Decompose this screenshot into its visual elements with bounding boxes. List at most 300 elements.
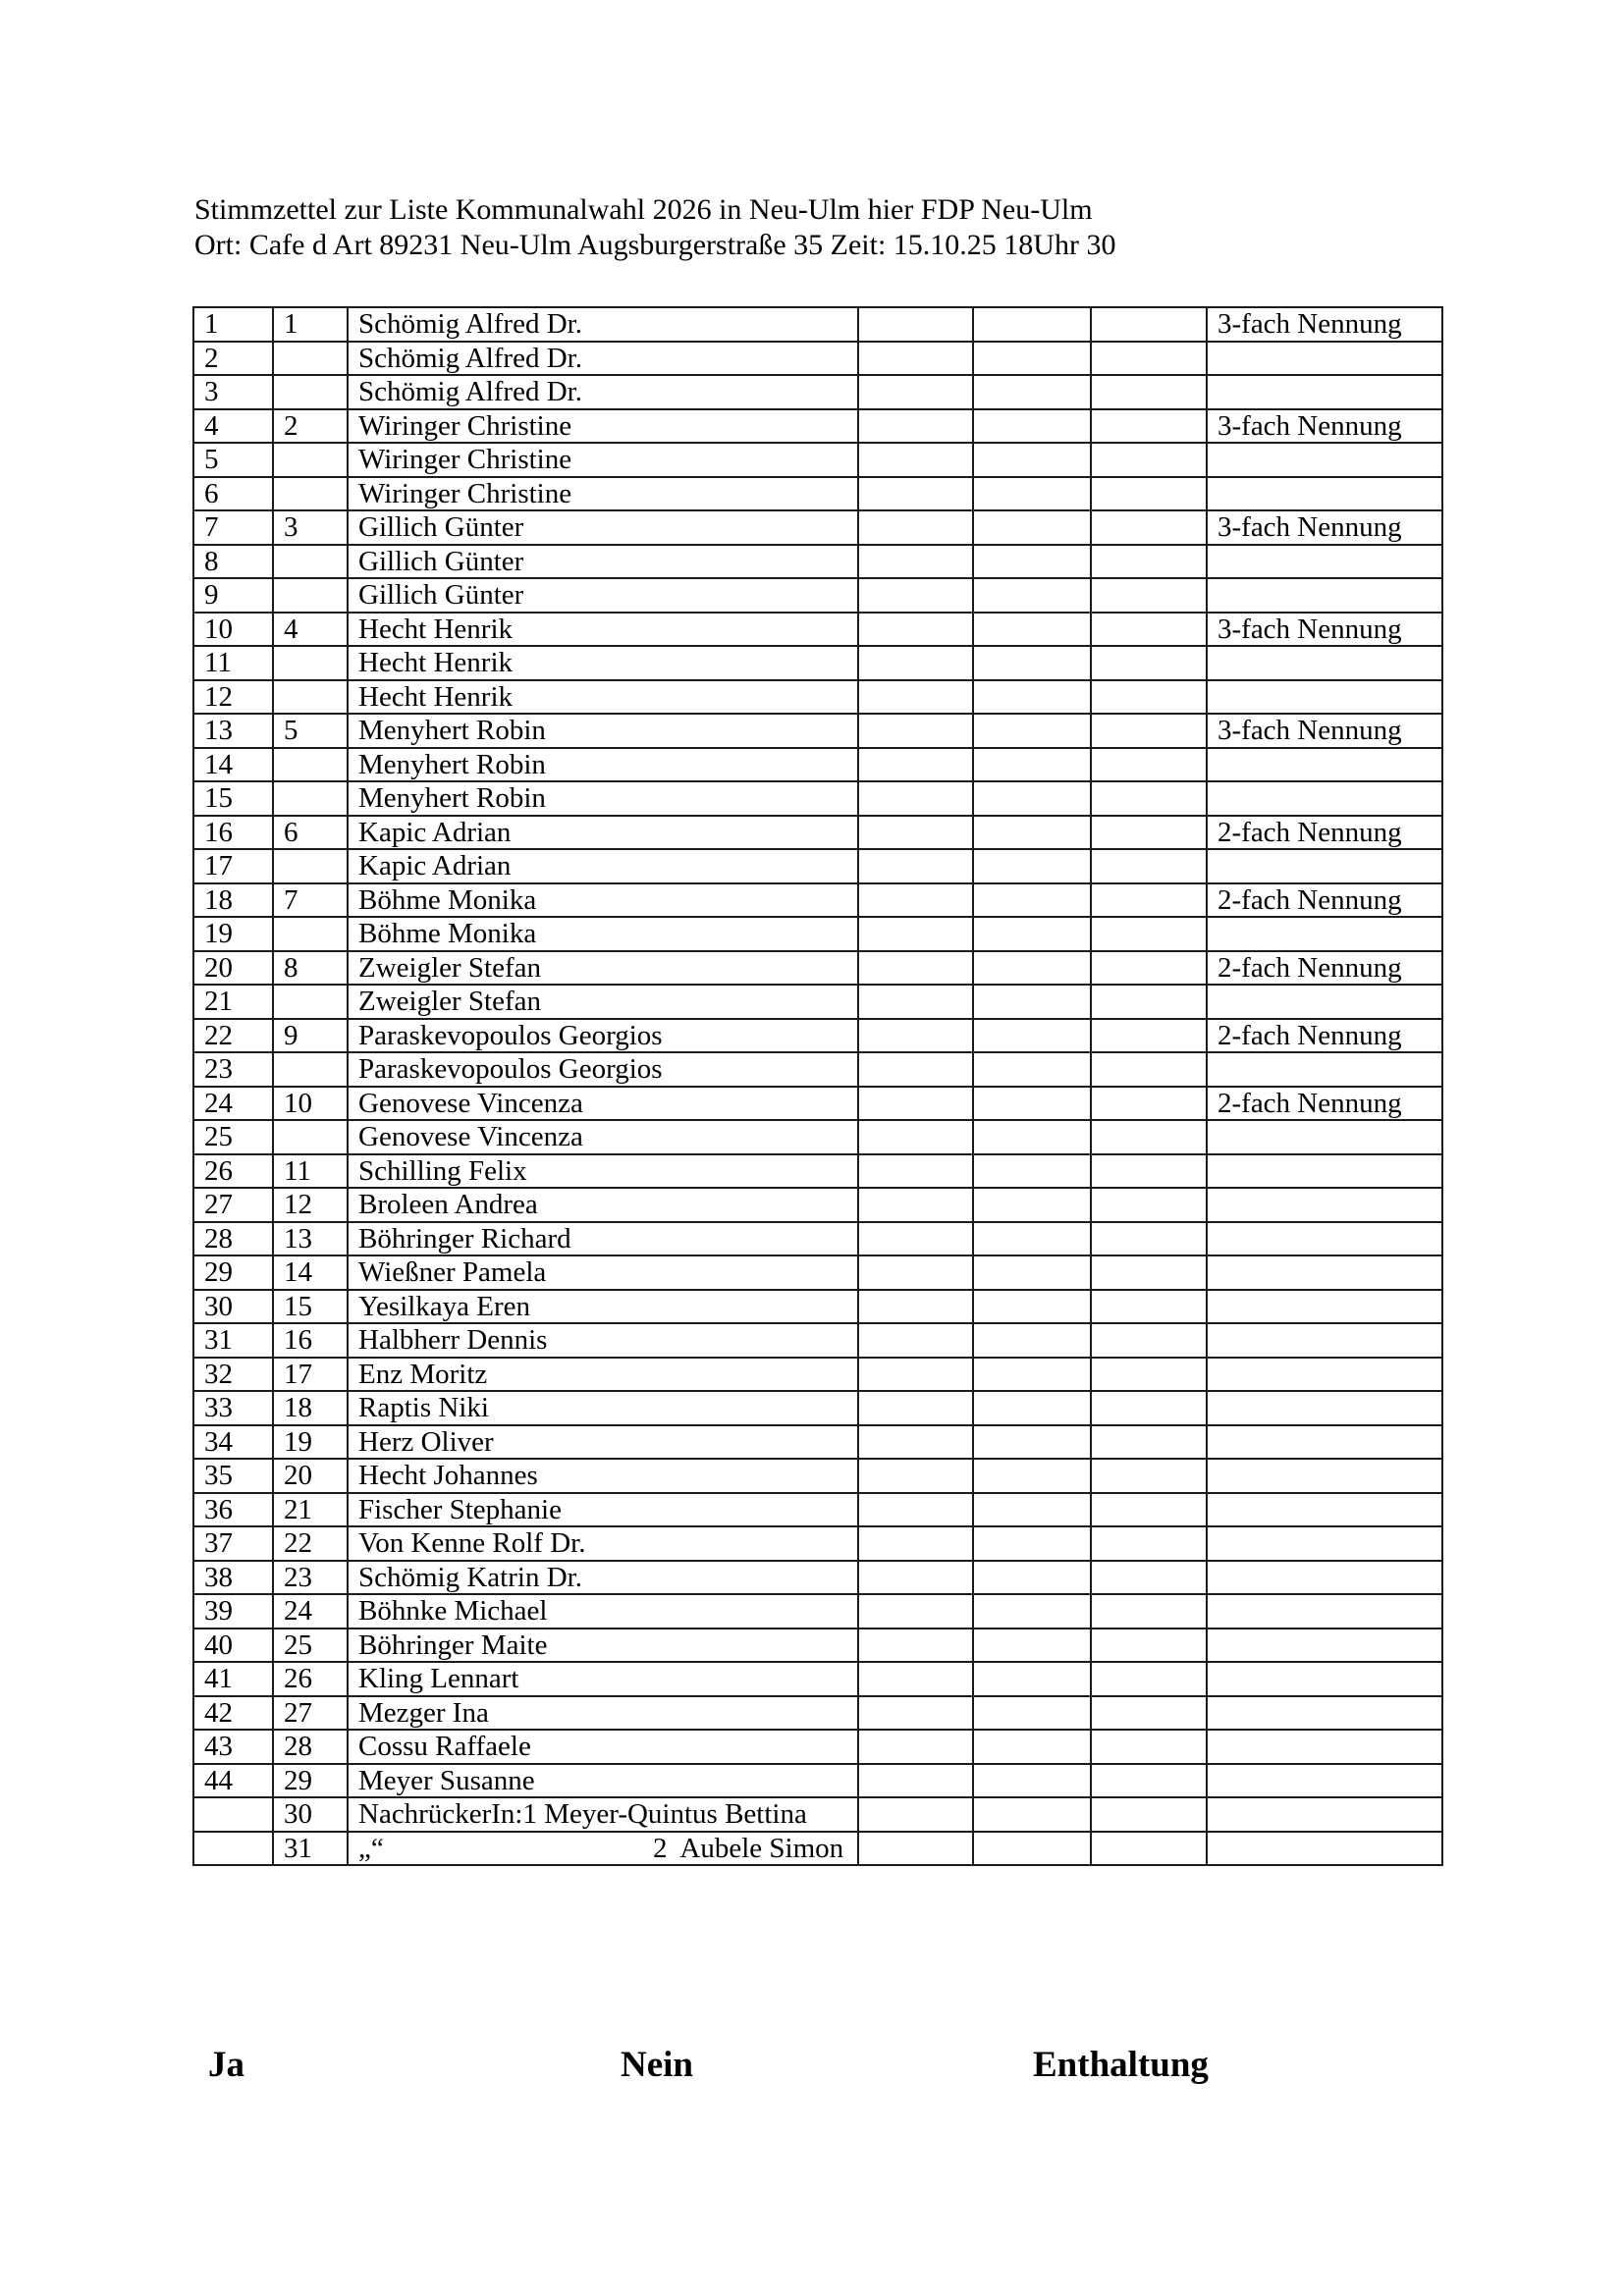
table-row — [193, 985, 1442, 1019]
list-position-cell — [273, 680, 348, 715]
vote-cell[interactable] — [858, 1087, 973, 1121]
list-position-cell: 26 — [273, 1662, 348, 1696]
row-number-cell: 22 — [193, 1019, 273, 1053]
vote-cell[interactable] — [1091, 1629, 1207, 1663]
candidate-name-cell: Gillich Günter — [348, 545, 858, 579]
row-number-cell: 11 — [193, 646, 273, 680]
vote-cell[interactable] — [858, 1561, 973, 1595]
table-row — [193, 849, 1442, 883]
row-number-cell: 10 — [193, 613, 273, 647]
note-cell — [1207, 1459, 1442, 1493]
note-cell — [1207, 1629, 1442, 1663]
list-position-cell: 10 — [273, 1087, 348, 1121]
table-row — [193, 816, 1442, 850]
vote-cell[interactable] — [1091, 917, 1207, 951]
list-position-cell — [273, 1120, 348, 1154]
row-number-cell: 42 — [193, 1696, 273, 1731]
vote-cell[interactable] — [858, 781, 973, 816]
vote-cell[interactable] — [1091, 375, 1207, 409]
vote-cell[interactable] — [858, 578, 973, 613]
vote-choices — [0, 2044, 1624, 2087]
list-position-cell: 29 — [273, 1764, 348, 1798]
vote-cell[interactable] — [1091, 849, 1207, 883]
row-number-cell: 34 — [193, 1425, 273, 1460]
list-position-cell — [273, 477, 348, 511]
row-number-cell: 15 — [193, 781, 273, 816]
vote-cell[interactable] — [1091, 951, 1207, 986]
table-row — [193, 1052, 1442, 1087]
vote-cell[interactable] — [1091, 1222, 1207, 1256]
vote-cell[interactable] — [1091, 1662, 1207, 1696]
vote-cell[interactable] — [973, 307, 1091, 342]
note-cell: 2-fach Nennung — [1207, 1087, 1442, 1121]
vote-cell[interactable] — [858, 307, 973, 342]
vote-cell[interactable] — [1091, 1797, 1207, 1832]
vote-cell[interactable] — [1091, 1188, 1207, 1222]
list-position-cell: 28 — [273, 1730, 348, 1764]
vote-cell[interactable] — [1091, 1255, 1207, 1290]
vote-cell[interactable] — [973, 1019, 1091, 1053]
vote-cell[interactable] — [973, 1052, 1091, 1087]
table-row — [193, 578, 1442, 613]
vote-cell[interactable] — [858, 680, 973, 715]
vote-cell[interactable] — [858, 1629, 973, 1663]
vote-cell[interactable] — [858, 849, 973, 883]
candidate-name-cell: Böhringer Richard — [348, 1222, 858, 1256]
vote-cell[interactable] — [1091, 781, 1207, 816]
candidate-name-cell: Von Kenne Rolf Dr. — [348, 1526, 858, 1561]
list-position-cell: 15 — [273, 1290, 348, 1324]
vote-cell[interactable] — [1091, 1290, 1207, 1324]
note-cell: 2-fach Nennung — [1207, 883, 1442, 918]
vote-cell[interactable] — [973, 1764, 1091, 1798]
table-row — [193, 1120, 1442, 1154]
vote-cell[interactable] — [973, 578, 1091, 613]
vote-cell[interactable] — [1091, 1425, 1207, 1460]
row-number-cell: 33 — [193, 1391, 273, 1425]
vote-cell[interactable] — [973, 917, 1091, 951]
vote-cell[interactable] — [858, 1120, 973, 1154]
vote-cell[interactable] — [1091, 1493, 1207, 1527]
vote-cell[interactable] — [858, 1154, 973, 1189]
vote-cell[interactable] — [1091, 510, 1207, 545]
candidate-name-cell: Kapic Adrian — [348, 816, 858, 850]
vote-cell[interactable] — [1091, 816, 1207, 850]
vote-cell[interactable] — [858, 1730, 973, 1764]
vote-cell[interactable] — [973, 342, 1091, 376]
list-position-cell — [273, 849, 348, 883]
note-cell — [1207, 342, 1442, 376]
vote-cell[interactable] — [1091, 1526, 1207, 1561]
note-cell: 3-fach Nennung — [1207, 307, 1442, 342]
candidate-name-cell: Schömig Alfred Dr. — [348, 307, 858, 342]
note-cell: 2-fach Nennung — [1207, 1019, 1442, 1053]
vote-cell[interactable] — [858, 1425, 973, 1460]
list-position-cell — [273, 646, 348, 680]
note-cell — [1207, 1730, 1442, 1764]
list-position-cell: 27 — [273, 1696, 348, 1731]
table-row — [193, 781, 1442, 816]
vote-cell[interactable] — [973, 781, 1091, 816]
list-position-cell — [273, 781, 348, 816]
candidate-name-cell: Hecht Henrik — [348, 680, 858, 715]
vote-cell[interactable] — [858, 443, 973, 477]
vote-cell[interactable] — [1091, 1391, 1207, 1425]
list-position-cell: 5 — [273, 714, 348, 748]
table-row — [193, 883, 1442, 918]
table-row — [193, 1358, 1442, 1392]
list-position-cell: 31 — [273, 1832, 348, 1866]
vote-cell[interactable] — [973, 1526, 1091, 1561]
vote-cell[interactable] — [973, 646, 1091, 680]
choice-yes[interactable]: Ja — [208, 2045, 244, 2085]
note-cell — [1207, 1561, 1442, 1595]
vote-cell[interactable] — [1091, 1358, 1207, 1392]
candidate-name-cell: Hecht Henrik — [348, 646, 858, 680]
candidate-name-cell: Hecht Johannes — [348, 1459, 858, 1493]
note-cell — [1207, 1222, 1442, 1256]
candidate-name-cell: Schilling Felix — [348, 1154, 858, 1189]
vote-cell[interactable] — [973, 1459, 1091, 1493]
vote-cell[interactable] — [973, 883, 1091, 918]
vote-cell[interactable] — [973, 1120, 1091, 1154]
vote-cell[interactable] — [858, 1797, 973, 1832]
row-number-cell: 2 — [193, 342, 273, 376]
vote-cell[interactable] — [973, 1087, 1091, 1121]
table-row — [193, 1188, 1442, 1222]
candidate-name-cell: Wiringer Christine — [348, 443, 858, 477]
vote-cell[interactable] — [858, 985, 973, 1019]
vote-cell[interactable] — [858, 1832, 973, 1866]
vote-cell[interactable] — [858, 1493, 973, 1527]
row-number-cell: 9 — [193, 578, 273, 613]
vote-cell[interactable] — [858, 748, 973, 782]
vote-cell[interactable] — [973, 1730, 1091, 1764]
list-position-cell: 18 — [273, 1391, 348, 1425]
vote-cell[interactable] — [973, 443, 1091, 477]
vote-cell[interactable] — [858, 477, 973, 511]
vote-cell[interactable] — [973, 1832, 1091, 1866]
vote-cell[interactable] — [1091, 409, 1207, 444]
candidate-name-cell: Broleen Andrea — [348, 1188, 858, 1222]
list-position-cell: 23 — [273, 1561, 348, 1595]
vote-cell[interactable] — [973, 510, 1091, 545]
vote-cell[interactable] — [973, 1662, 1091, 1696]
vote-cell[interactable] — [1091, 443, 1207, 477]
table-row — [193, 1391, 1442, 1425]
candidate-name-cell: Paraskevopoulos Georgios — [348, 1019, 858, 1053]
vote-cell[interactable] — [973, 409, 1091, 444]
vote-cell[interactable] — [858, 510, 973, 545]
table-row — [193, 1662, 1442, 1696]
table-row — [193, 646, 1442, 680]
vote-cell[interactable] — [1091, 342, 1207, 376]
vote-cell[interactable] — [973, 1154, 1091, 1189]
vote-cell[interactable] — [973, 613, 1091, 647]
note-cell — [1207, 1391, 1442, 1425]
candidate-name-cell: Gillich Günter — [348, 510, 858, 545]
list-position-cell: 1 — [273, 307, 348, 342]
vote-cell[interactable] — [1091, 1561, 1207, 1595]
row-number-cell: 3 — [193, 375, 273, 409]
row-number-cell: 37 — [193, 1526, 273, 1561]
row-number-cell: 43 — [193, 1730, 273, 1764]
vote-cell[interactable] — [973, 849, 1091, 883]
vote-cell[interactable] — [973, 714, 1091, 748]
vote-cell[interactable] — [973, 816, 1091, 850]
list-position-cell — [273, 1052, 348, 1087]
table-row — [193, 1696, 1442, 1731]
candidate-name-cell: Halbherr Dennis — [348, 1323, 858, 1358]
vote-cell[interactable] — [1091, 1154, 1207, 1189]
vote-cell[interactable] — [973, 748, 1091, 782]
vote-cell[interactable] — [1091, 748, 1207, 782]
table-row — [193, 1629, 1442, 1663]
row-number-cell — [193, 1832, 273, 1866]
choice-abstain[interactable]: Enthaltung — [1033, 2045, 1209, 2085]
note-cell — [1207, 1154, 1442, 1189]
vote-cell[interactable] — [858, 917, 973, 951]
list-position-cell: 4 — [273, 613, 348, 647]
list-position-cell: 9 — [273, 1019, 348, 1053]
vote-cell[interactable] — [858, 1255, 973, 1290]
vote-cell[interactable] — [858, 1696, 973, 1731]
vote-cell[interactable] — [973, 1358, 1091, 1392]
vote-cell[interactable] — [973, 1696, 1091, 1731]
vote-cell[interactable] — [858, 1222, 973, 1256]
candidate-name-cell: Schömig Alfred Dr. — [348, 375, 858, 409]
vote-cell[interactable] — [1091, 646, 1207, 680]
list-position-cell: 2 — [273, 409, 348, 444]
table-row — [193, 1730, 1442, 1764]
row-number-cell: 29 — [193, 1255, 273, 1290]
candidate-name-cell: NachrückerIn:1 Meyer-Quintus Bettina — [348, 1797, 858, 1832]
vote-cell[interactable] — [973, 1629, 1091, 1663]
note-cell — [1207, 1797, 1442, 1832]
vote-cell[interactable] — [1091, 680, 1207, 715]
ditto-mark: „“ — [358, 1832, 384, 1864]
candidate-name: 2 Aubele Simon — [653, 1832, 844, 1864]
note-cell — [1207, 781, 1442, 816]
row-number-cell: 21 — [193, 985, 273, 1019]
table-row — [193, 1459, 1442, 1493]
row-number-cell: 25 — [193, 1120, 273, 1154]
list-position-cell — [273, 917, 348, 951]
list-position-cell: 19 — [273, 1425, 348, 1460]
vote-cell[interactable] — [1091, 1052, 1207, 1087]
vote-cell[interactable] — [1091, 1019, 1207, 1053]
vote-cell[interactable] — [858, 409, 973, 444]
list-position-cell: 11 — [273, 1154, 348, 1189]
row-number-cell: 32 — [193, 1358, 273, 1392]
candidate-name-cell: Raptis Niki — [348, 1391, 858, 1425]
vote-cell[interactable] — [858, 646, 973, 680]
vote-cell[interactable] — [973, 1391, 1091, 1425]
note-cell — [1207, 917, 1442, 951]
vote-cell[interactable] — [858, 1391, 973, 1425]
candidate-name-cell: Meyer Susanne — [348, 1764, 858, 1798]
vote-cell[interactable] — [973, 1323, 1091, 1358]
note-cell — [1207, 1120, 1442, 1154]
vote-cell[interactable] — [973, 1255, 1091, 1290]
vote-cell[interactable] — [858, 883, 973, 918]
candidate-name-cell: Fischer Stephanie — [348, 1493, 858, 1527]
table-row — [193, 375, 1442, 409]
list-position-cell: 30 — [273, 1797, 348, 1832]
table-row — [193, 1797, 1442, 1832]
note-cell: 2-fach Nennung — [1207, 816, 1442, 850]
vote-cell[interactable] — [973, 477, 1091, 511]
candidate-name-cell — [348, 1832, 858, 1866]
vote-cell[interactable] — [1091, 1459, 1207, 1493]
candidate-name-cell: Hecht Henrik — [348, 613, 858, 647]
vote-cell[interactable] — [858, 342, 973, 376]
note-cell — [1207, 1662, 1442, 1696]
note-cell: 3-fach Nennung — [1207, 613, 1442, 647]
note-cell — [1207, 1493, 1442, 1527]
row-number-cell: 23 — [193, 1052, 273, 1087]
vote-cell[interactable] — [1091, 1832, 1207, 1866]
list-position-cell: 6 — [273, 816, 348, 850]
vote-cell[interactable] — [973, 1797, 1091, 1832]
ballot-title: Stimmzettel zur Liste Kommunalwahl 2026 in Neu-Ulm hier FDP Neu-Ulm — [194, 193, 1093, 226]
table-row — [193, 307, 1442, 342]
note-cell — [1207, 1290, 1442, 1324]
row-number-cell: 28 — [193, 1222, 273, 1256]
vote-cell[interactable] — [858, 1662, 973, 1696]
row-number-cell: 24 — [193, 1087, 273, 1121]
vote-cell[interactable] — [1091, 578, 1207, 613]
vote-cell[interactable] — [1091, 1087, 1207, 1121]
note-cell — [1207, 1052, 1442, 1087]
vote-cell[interactable] — [858, 816, 973, 850]
vote-cell[interactable] — [1091, 1764, 1207, 1798]
table-row — [193, 1154, 1442, 1189]
vote-cell[interactable] — [858, 1188, 973, 1222]
vote-cell[interactable] — [973, 1222, 1091, 1256]
table-row — [193, 1323, 1442, 1358]
vote-cell[interactable] — [1091, 545, 1207, 579]
vote-cell[interactable] — [1091, 883, 1207, 918]
row-number-cell: 19 — [193, 917, 273, 951]
vote-cell[interactable] — [858, 1052, 973, 1087]
list-position-cell: 25 — [273, 1629, 348, 1663]
vote-cell[interactable] — [858, 1323, 973, 1358]
vote-cell[interactable] — [1091, 477, 1207, 511]
choice-no[interactable]: Nein — [621, 2045, 693, 2085]
note-cell — [1207, 443, 1442, 477]
candidate-name-cell: Menyhert Robin — [348, 781, 858, 816]
list-position-cell: 24 — [273, 1594, 348, 1629]
vote-cell[interactable] — [973, 985, 1091, 1019]
vote-cell[interactable] — [1091, 1730, 1207, 1764]
vote-cell[interactable] — [858, 1526, 973, 1561]
table-row — [193, 1561, 1442, 1595]
vote-cell[interactable] — [858, 714, 973, 748]
vote-cell[interactable] — [973, 1594, 1091, 1629]
row-number-cell: 44 — [193, 1764, 273, 1798]
vote-cell[interactable] — [858, 1358, 973, 1392]
list-position-cell: 13 — [273, 1222, 348, 1256]
candidate-name-cell: Gillich Günter — [348, 578, 858, 613]
table-row — [193, 477, 1442, 511]
list-position-cell: 3 — [273, 510, 348, 545]
candidate-name-cell: Wießner Pamela — [348, 1255, 858, 1290]
row-number-cell: 4 — [193, 409, 273, 444]
row-number-cell: 6 — [193, 477, 273, 511]
vote-cell[interactable] — [973, 1561, 1091, 1595]
vote-cell[interactable] — [858, 375, 973, 409]
table-row — [193, 409, 1442, 444]
vote-cell[interactable] — [858, 613, 973, 647]
note-cell — [1207, 1358, 1442, 1392]
vote-cell[interactable] — [1091, 1696, 1207, 1731]
row-number-cell: 38 — [193, 1561, 273, 1595]
vote-cell[interactable] — [858, 545, 973, 579]
vote-cell[interactable] — [858, 1290, 973, 1324]
note-cell — [1207, 477, 1442, 511]
vote-cell[interactable] — [1091, 1120, 1207, 1154]
candidate-name-cell: Genovese Vincenza — [348, 1087, 858, 1121]
row-number-cell: 35 — [193, 1459, 273, 1493]
candidate-name-cell: Herz Oliver — [348, 1425, 858, 1460]
note-cell — [1207, 748, 1442, 782]
note-cell — [1207, 985, 1442, 1019]
note-cell — [1207, 1188, 1442, 1222]
list-position-cell: 22 — [273, 1526, 348, 1561]
candidate-name-cell: Menyhert Robin — [348, 714, 858, 748]
list-position-cell — [273, 545, 348, 579]
note-cell: 2-fach Nennung — [1207, 951, 1442, 986]
vote-cell[interactable] — [858, 1594, 973, 1629]
row-number-cell: 41 — [193, 1662, 273, 1696]
vote-cell[interactable] — [1091, 613, 1207, 647]
vote-cell[interactable] — [858, 1459, 973, 1493]
row-number-cell: 40 — [193, 1629, 273, 1663]
vote-cell[interactable] — [973, 951, 1091, 986]
note-cell — [1207, 1696, 1442, 1731]
note-cell — [1207, 1323, 1442, 1358]
table-row — [193, 342, 1442, 376]
row-number-cell: 13 — [193, 714, 273, 748]
vote-cell[interactable] — [1091, 307, 1207, 342]
table-row — [193, 1526, 1442, 1561]
vote-cell[interactable] — [1091, 714, 1207, 748]
vote-cell[interactable] — [973, 1493, 1091, 1527]
table-row — [193, 1019, 1442, 1053]
vote-cell[interactable] — [858, 1019, 973, 1053]
vote-cell[interactable] — [973, 1290, 1091, 1324]
table-row — [193, 714, 1442, 748]
note-cell — [1207, 1594, 1442, 1629]
row-number-cell: 16 — [193, 816, 273, 850]
vote-cell[interactable] — [1091, 1323, 1207, 1358]
note-cell — [1207, 1526, 1442, 1561]
vote-cell[interactable] — [973, 680, 1091, 715]
candidate-name-cell: Mezger Ina — [348, 1696, 858, 1731]
vote-cell[interactable] — [858, 1764, 973, 1798]
vote-cell[interactable] — [1091, 985, 1207, 1019]
vote-cell[interactable] — [973, 1188, 1091, 1222]
vote-cell[interactable] — [973, 375, 1091, 409]
vote-cell[interactable] — [858, 951, 973, 986]
vote-cell[interactable] — [1091, 1594, 1207, 1629]
table-row — [193, 510, 1442, 545]
vote-cell[interactable] — [973, 545, 1091, 579]
row-number-cell: 12 — [193, 680, 273, 715]
candidate-name-cell: Genovese Vincenza — [348, 1120, 858, 1154]
vote-cell[interactable] — [973, 1425, 1091, 1460]
